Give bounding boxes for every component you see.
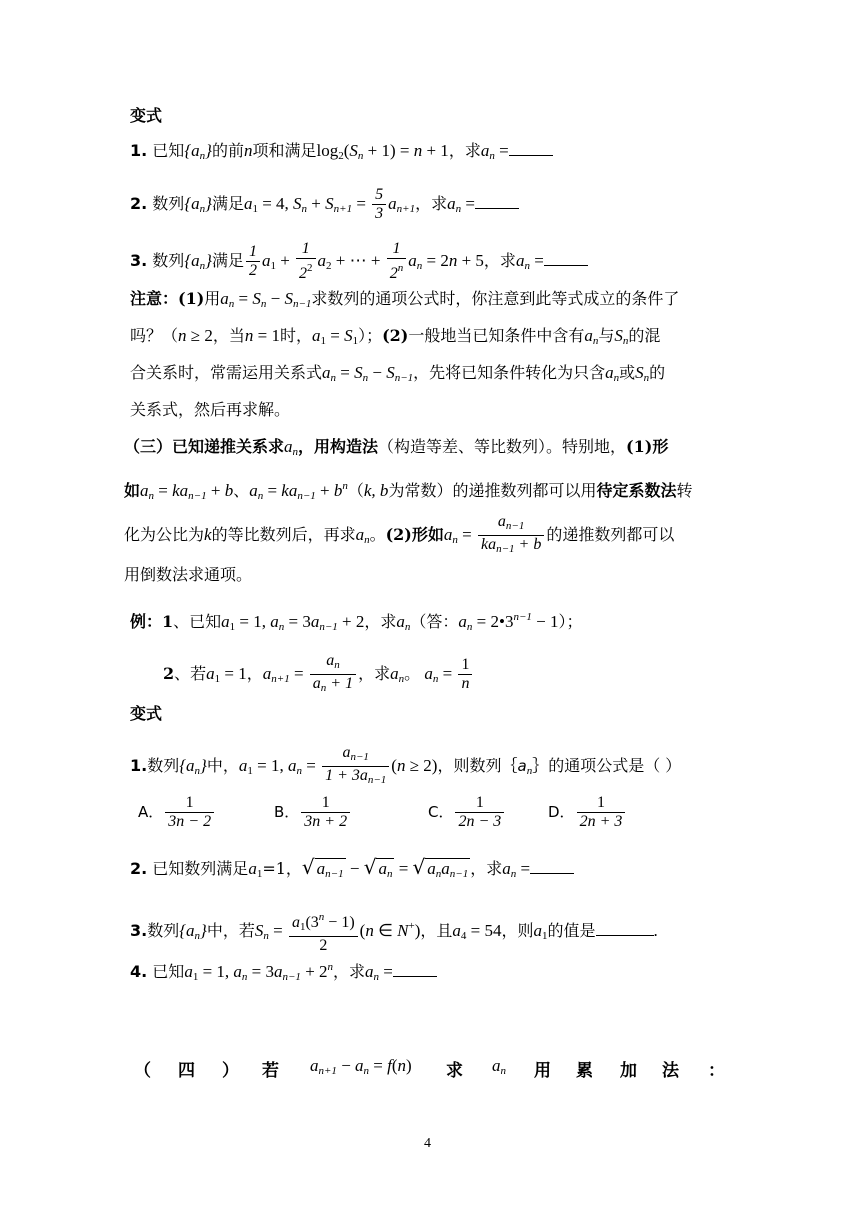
an-symbol: $a_n$ xyxy=(492,1056,506,1077)
answer-blank[interactable] xyxy=(544,251,588,266)
document-page: 变式 1. 已知$\{a_n\}$的前n项和满足$\log_2(S_n + 1) = n + 1$，求$a_n$ = 2. 数列$\{a_n\}$满足$a_1 = 4$, $S_n + S_{n+1}$ = $\frac{5}{3}$ $a_{n+1}$，求$a_n$ = 3. 数列$\{a_n\}$满足 $\frac{1}{2}$ $a_1$ + $\frac{1}{2^2}$ $a_2$ + ⋯ + $\frac{1}{2^n}$ $a_n = 2n + 5$，求$a_n$ = 注意：(1)用$a_n = S_n - S_{n-1}$求数列的通项公式时，你注意到此等式成立的条件了 吗？（n ≥ 2，当n = 1时，$a_1 = S_1$）；(2)一般地当已知条件中含有$a_n$与$S_n$的混 合关系时，常需运用关系式$a_n = S_n - S_{n-1}$，先将已知条件转化为只含$a_n$或$S_n$的 关系式，然后再求解。 （三）已知递推关系求$a_n$，用构造法（构造等差、等比数列）。特别地，(1)形 如$a_n = ka_{n-1} + b$、$a_n = ka_{n-1} + b^n(k$, b为常数）的递推数列都可以用待定系数法转 化为公比为k的等比数列后，再求$a_n$。(2)形如$a_n$ = $\frac{a_{n-1}}{ka_{n-1} + b}$ 的递推数列都可以 用倒数法求通项。 例：1、已知$a_1 = 1$, $a_n = 3a_{n-1} + 2$，求$a_n$（答：$a_n$ = $2•3^{n-1} - 1$）； 2、若$a_1 = 1$，$a_{n+1}$ = $\frac{a_n}{a_n + 1}$ ，求$a_n$。 $a_n$ = $\frac{1}{n}$ 变式 1.数列$\{a_n\}$中，$a_1 = 1$, $a_n$ = $\frac{a_{n-1}}{1 + 3a_{n-1}}$ (n ≥ 2)，则数列$\{a_n\}$的通项公式是（ ） A． $\frac{1}{3n - 2}$ B． $\frac{1}{3n + 2}$ C． $\frac{1}{2n - 3}$ D． $\frac{1}{2n + 3}$ 2. 已知数列满足$a_1=1$，√ $a_{n-1}$ − √ $a_n$ = √ $a_na_{n-1}$ ，求$a_n$ = 3.数列$\{a_n\}$中，若$S_n$ = $\frac{a_1(3^n - 1)}{2}$ (n ∈ N+)，且$a_4 = 54$，则$a_1$的值是 . 4. 已知$a_1 = 1$, $a_n = 3a_{n-1} + 2^n$，求$a_n$ = （ 四 ） 若 $a_{n+1} - a_n = f(n)$ 求 $a_n$ 用 累 加 法 ： 4 xyxy=(0,0,860,1216)
choice-d[interactable]: D． $\frac{1}{2n + 3}$ xyxy=(548,794,627,831)
problem-3: 3. 数列$\{a_n\}$满足 $\frac{1}{2}$ $a_1$ + $\frac{1}{2^2}$ $a_2$ + ⋯ + $\frac{1}{2^n}$ $a_n = 2n + 5$，求$a_n$ = xyxy=(130,240,730,283)
variant-problem-1: 1.数列$\{a_n\}$中，$a_1 = 1$, $a_n$ = $\frac{a_{n-1}}{1 + 3a_{n-1}}$ (n ≥ 2)，则数列$\{a_n\}$的通项公式是（ ） xyxy=(130,744,730,789)
choice-c[interactable]: C． $\frac{1}{2n - 3}$ xyxy=(428,794,506,831)
note-paragraph: 注意：(1)用$a_n = S_n - S_{n-1}$求数列的通项公式时，你注意到此等式成立的条件了 吗？（n ≥ 2，当n = 1时，$a_1 = S_1$）；(2)一般地当已知条件中含有$a_n$与$S_n$的混 合关系时，常需运用关系式$a_n = S_n - S_{n-1}$，先将已知条件转化为只含$a_n$或$S_n$的 关系式，然后再求解。 xyxy=(130,289,680,419)
variant-heading: 变式 xyxy=(130,704,163,723)
variant-problem-3: 3.数列$\{a_n\}$中，若$S_n$ = $\frac{a_1(3^n - 1)}{2}$ (n ∈ N+)，且$a_4 = 54$，则$a_1$的值是 . xyxy=(130,911,658,954)
choice-b[interactable]: B． $\frac{1}{3n + 2}$ xyxy=(274,794,352,831)
variant-problem-4: 4. 已知$a_1 = 1$, $a_n = 3a_{n-1} + 2^n$，求$a_n$ = xyxy=(130,957,730,987)
example-2: 2、若$a_1 = 1$，$a_{n+1}$ = $\frac{a_n}{a_n + 1}$ ，求$a_n$。 $a_n$ = $\frac{1}{n}$ xyxy=(163,652,763,697)
answer-blank[interactable] xyxy=(596,921,654,936)
choice-a[interactable]: A． $\frac{1}{3n - 2}$ xyxy=(138,794,216,831)
answer-blank[interactable] xyxy=(475,194,519,209)
variant-heading: 变式 xyxy=(130,106,163,125)
example-1: 例：1、已知$a_1 = 1$, $a_n = 3a_{n-1} + 2$，求$a_n$（答：$a_n$ = $2•3^{n-1} - 1$）； xyxy=(130,611,583,633)
variant-problem-2: 2. 已知数列满足$a_1=1$，√ $a_{n-1}$ − √ $a_n$ = √ $a_na_{n-1}$ ，求$a_n$ = xyxy=(130,857,730,884)
answer-blank[interactable] xyxy=(509,141,553,156)
page-number: 4 xyxy=(424,1136,431,1151)
section-3-paragraph: （三）已知递推关系求$a_n$，用构造法（构造等差、等比数列）。特别地，(1)形 如$a_n = ka_{n-1} + b$、$a_n = ka_{n-1} + b^n(k$, b为常数）的递推数列都可以用待定系数法转 化为公比为k的等比数列后，再求$a_n$。(2)形如$a_n$ = $\frac{a_{n-1}}{ka_{n-1} + b}$ 的递推数列都可以 用倒数法求通项。 xyxy=(124,437,693,584)
recurrence-formula: $a_{n+1} - a_n = f(n)$ xyxy=(310,1056,412,1077)
answer-blank[interactable] xyxy=(530,859,574,874)
answer-blank[interactable] xyxy=(393,962,437,977)
problem-2: 2. 数列$\{a_n\}$满足$a_1 = 4$, $S_n + S_{n+1}$ = $\frac{5}{3}$ $a_{n+1}$，求$a_n$ = xyxy=(130,186,730,223)
problem-1: 1. 已知$\{a_n\}$的前n项和满足$\log_2(S_n + 1) = n + 1$，求$a_n$ = xyxy=(130,141,730,166)
